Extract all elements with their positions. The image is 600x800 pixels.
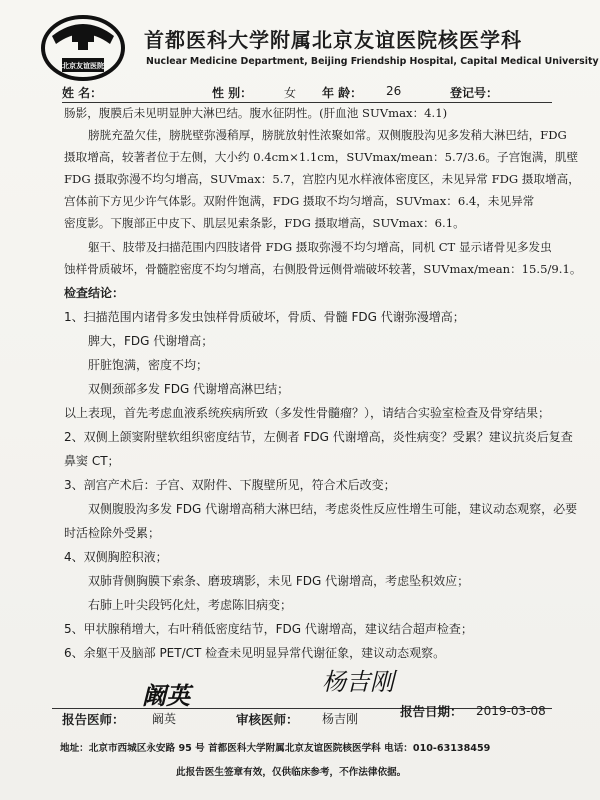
reviewer-name: 杨吉刚 [322, 712, 359, 726]
conclusion-line: 脾大，FDG 代谢增高； [88, 334, 214, 348]
sex-label: 性 别： [212, 86, 253, 100]
finding-line: 密度影。下腹部正中皮下、肌层见索条影，FDG 摄取增高，SUVmax：6.1。 [64, 216, 465, 230]
hospital-logo-icon [40, 14, 126, 82]
conclusion-line: 3、剖宫产术后：子宫、双附件、下腹壁所见，符合术后改变； [64, 478, 396, 492]
name-label: 姓 名： [62, 86, 103, 100]
conclusion-line: 6、余躯干及脑部 PET/CT 检查未见明显异常代谢征象，建议动态观察。 [64, 646, 446, 660]
conclusion-line: 肝脏饱满，密度不均； [88, 358, 209, 372]
date-label: 报告日期： [400, 704, 463, 719]
reporter-name: 阚英 [152, 712, 177, 726]
reviewer-signature: 杨吉刚 [322, 668, 394, 696]
finding-line: 躯干、肢带及扫描范围内四肢诸骨 FDG 摄取弥漫不均匀增高，同机 CT 显示诸骨见多发虫 [88, 240, 552, 254]
finding-line: FDG 摄取弥漫不均匀增高，SUVmax：5.7，宫腔内见水样液体密度区，未见异常 FDG 摄取增高， [64, 172, 580, 186]
conclusion-line: 右肺上叶尖段钙化灶，考虑陈旧病变； [88, 598, 293, 612]
conclusion-line: 双侧腹股沟多发 FDG 代谢增高稍大淋巴结，考虑炎性反应性增生可能，建议动态观察，必要 [88, 502, 578, 516]
conclusion-line: 双肺背侧胸膜下索条、磨玻璃影，未见 FDG 代谢增高，考虑坠积效应； [88, 574, 470, 588]
logo-text: 北京友谊医院 [62, 62, 104, 70]
reporter-signature: 阚英 [142, 681, 190, 710]
conclusion-line: 时活检除外受累； [64, 526, 161, 540]
footer-note: 此报告医生签章有效，仅供临床参考，不作法律依据。 [176, 767, 407, 778]
finding-line: 摄取增高，较著者位于左侧，大小约 0.4cm×1.1cm，SUVmax/mean：5.7/3.6。子宫饱满，肌壁 [64, 150, 579, 164]
conclusion-line: 5、甲状腺稍增大，右叶稍低密度结节，FDG 代谢增高，建议结合超声检查； [64, 622, 473, 636]
finding-line: 宫体前下方见少许气体影。双附件饱满，FDG 摄取不均匀增高，SUVmax：6.4，未见异常 [64, 194, 535, 208]
conclusion-line: 双侧颈部多发 FDG 代谢增高淋巴结； [88, 382, 290, 396]
age-value: 26 [386, 84, 402, 98]
reporter-label: 报告医师： [62, 712, 125, 727]
footer-address: 地址：北京市西城区永安路 95 号 首都医科大学附属北京友谊医院核医学科 电话：010-63138459 [60, 743, 491, 754]
conclusion-title: 检查结论： [64, 286, 125, 300]
conclusion-line: 4、双侧胸腔积液； [64, 550, 168, 564]
registration-label: 登记号： [450, 86, 499, 100]
header-title-en: Nuclear Medicine Department, Beijing Friendship Hospital, Capital Medical University [146, 56, 599, 67]
sex-value: 女 [284, 86, 297, 100]
conclusion-line: 以上表现，首先考虑血液系统疾病所致（多发性骨髓瘤？），请结合实验室检查及骨穿结果； [64, 406, 551, 420]
age-label: 年 龄： [322, 86, 363, 100]
finding-line: 膀胱充盈欠佳，膀胱壁弥漫稍厚，膀胱放射性浓聚如常。双侧腹股沟见多发稍大淋巴结，FDG [88, 128, 567, 142]
finding-line: 蚀样骨质破坏，骨髓腔密度不均匀增高，右侧股骨远侧骨端破坏较著，SUVmax/mean：15.5/9.1。 [64, 262, 582, 276]
reviewer-label: 审核医师： [236, 712, 299, 727]
conclusion-line: 鼻窦 CT； [64, 454, 120, 468]
finding-line: 肠影，腹膜后未见明显肿大淋巴结。腹水征阴性。(肝血池 SUVmax：4.1) [64, 106, 448, 120]
conclusion-line: 2、双侧上颌窦附壁软组织密度结节，左侧者 FDG 代谢增高，炎性病变？受累？建议抗炎后复查 [64, 430, 573, 444]
header-title-cn: 首都医科大学附属北京友谊医院核医学科 [144, 28, 522, 52]
report-date: 2019-03-08 [476, 704, 546, 718]
patient-info-line [62, 84, 552, 103]
conclusion-line: 1、扫描范围内诸骨多发虫蚀样骨质破坏，骨质、骨髓 FDG 代谢弥漫增高； [64, 310, 465, 324]
